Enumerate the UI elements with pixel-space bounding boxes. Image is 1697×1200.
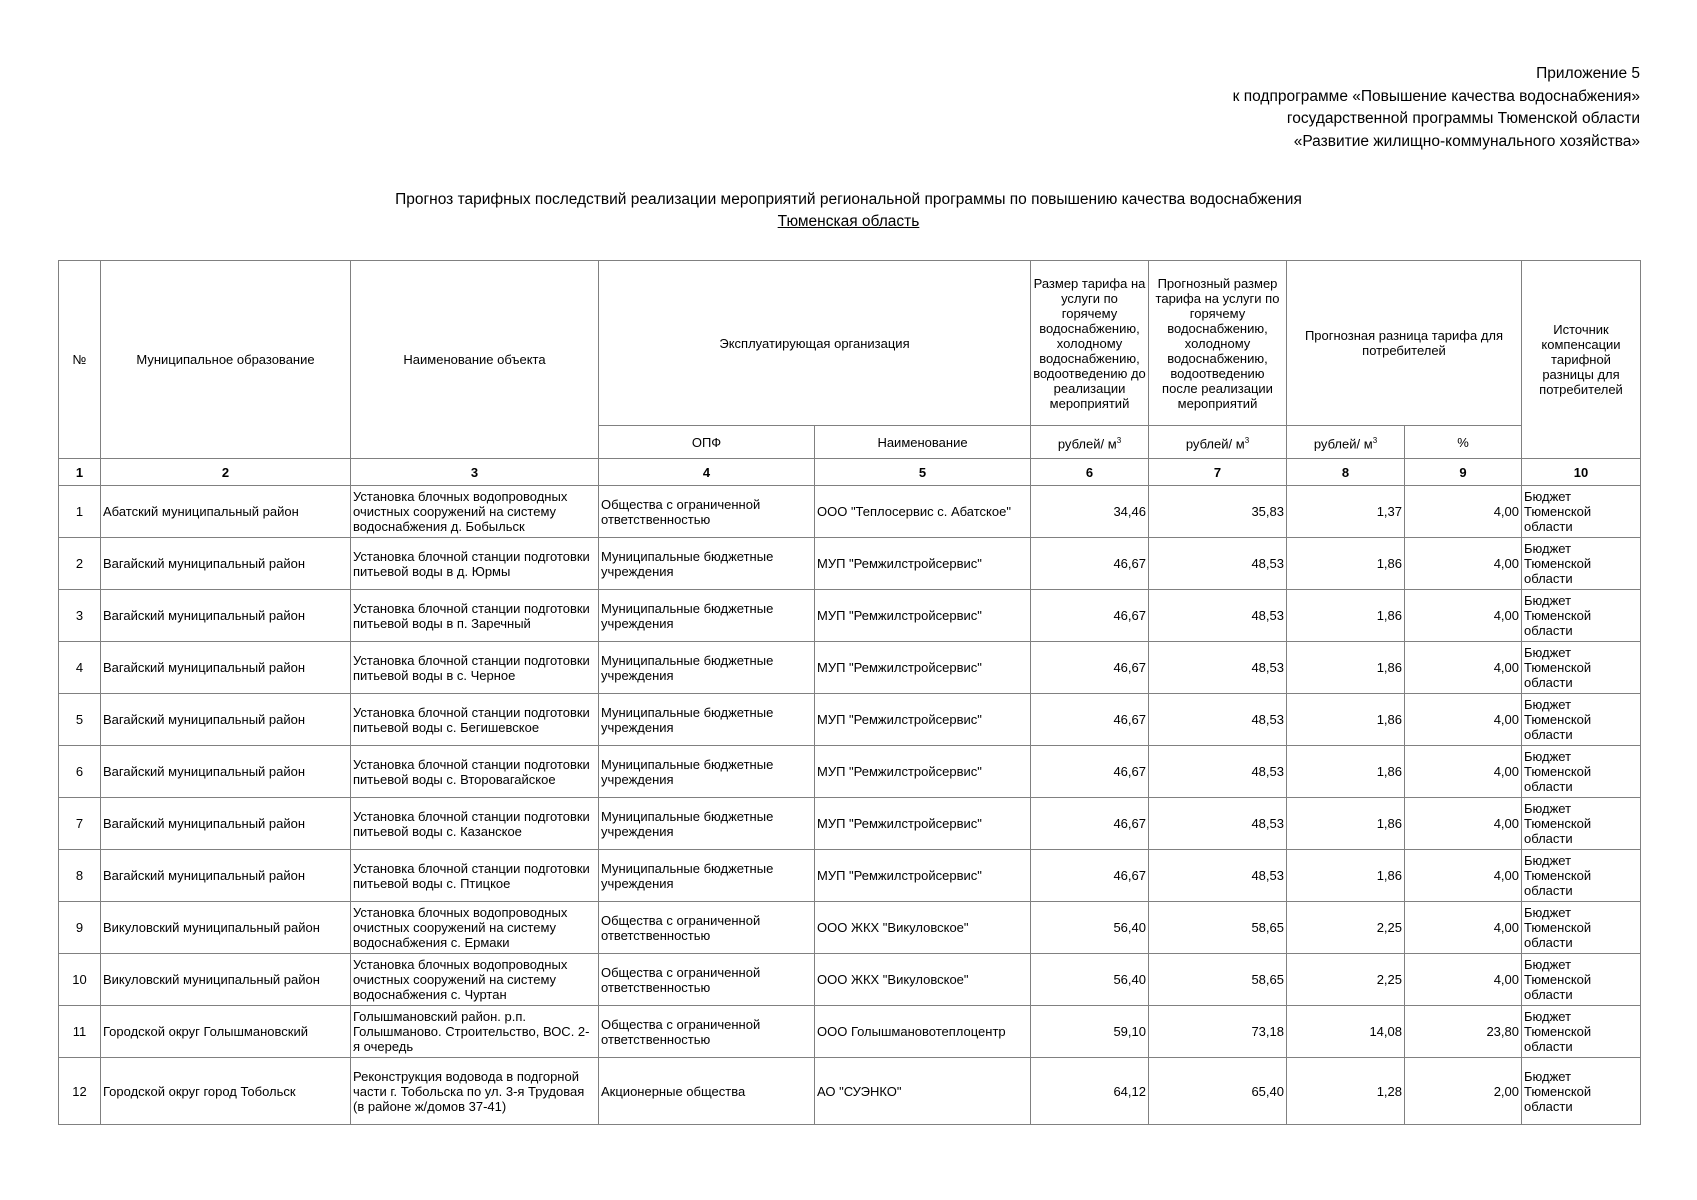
cell-municipality: Вагайский муниципальный район [101,642,351,694]
column-number: 2 [101,459,351,486]
cell-after: 58,65 [1149,954,1287,1006]
cell-source: Бюджет Тюменской области [1522,642,1641,694]
header-tariff-after: Прогнозный размер тарифа на услуги по горячему водоснабжению, холодному водоснабжению, водоотведению после реализации мероприятий [1149,261,1287,426]
document-subtitle: Тюменская область [777,213,920,230]
cell-object: Установка блочной станции подготовки питьевой воды в п. Заречный [351,590,599,642]
header-municipality: Муниципальное образование [101,261,351,459]
table-row [59,850,1641,902]
cell-before: 46,67 [1031,850,1149,902]
cell-diff-rub: 1,86 [1287,850,1405,902]
cell-municipality: Вагайский муниципальный район [101,850,351,902]
cell-diff-pct: 4,00 [1405,850,1522,902]
cell-before: 46,67 [1031,694,1149,746]
cell-num: 7 [59,798,101,850]
cell-diff-rub: 2,25 [1287,954,1405,1006]
cell-diff-rub: 14,08 [1287,1006,1405,1058]
cell-num: 1 [59,486,101,538]
header-num: № [59,261,101,459]
cell-name: МУП "Ремжилстройсервис" [815,694,1031,746]
cell-diff-rub: 1,86 [1287,538,1405,590]
cell-source: Бюджет Тюменской области [1522,1006,1641,1058]
cell-after: 48,53 [1149,538,1287,590]
document-subtitle-wrap [0,212,1697,232]
unit-label: рублей/ м [1313,436,1373,452]
cell-after: 48,53 [1149,850,1287,902]
cell-opf: Муниципальные бюджетные учреждения [599,850,815,902]
cell-after: 73,18 [1149,1006,1287,1058]
table-row [59,486,1641,538]
cell-source: Бюджет Тюменской области [1522,746,1641,798]
cell-municipality: Вагайский муниципальный район [101,538,351,590]
column-number: 3 [351,459,599,486]
cell-diff-pct: 4,00 [1405,798,1522,850]
cell-source: Бюджет Тюменской области [1522,798,1641,850]
cell-opf: Общества с ограниченной ответственностью [599,1006,815,1058]
column-number-row [59,459,1641,486]
cell-object: Установка блочной станции подготовки питьевой воды в д. Юрмы [351,538,599,590]
cell-after: 48,53 [1149,746,1287,798]
column-number: 4 [599,459,815,486]
cell-opf: Муниципальные бюджетные учреждения [599,798,815,850]
cell-opf: Муниципальные бюджетные учреждения [599,538,815,590]
cell-name: МУП "Ремжилстройсервис" [815,850,1031,902]
header-unit-after [1149,426,1287,459]
appendix-line-2: к подпрограмме «Повышение качества водоснабжения» [1232,87,1640,105]
cell-object: Установка блочной станции подготовки питьевой воды с. Казанское [351,798,599,850]
unit-sup: 3 [1372,435,1378,445]
table-row [59,694,1641,746]
cell-diff-pct: 4,00 [1405,538,1522,590]
unit-sup: 3 [1116,435,1122,445]
column-number: 9 [1405,459,1522,486]
cell-opf: Муниципальные бюджетные учреждения [599,746,815,798]
table-row [59,538,1641,590]
cell-num: 6 [59,746,101,798]
cell-after: 35,83 [1149,486,1287,538]
table-row [59,590,1641,642]
cell-opf: Общества с ограниченной ответственностью [599,954,815,1006]
cell-diff-pct: 4,00 [1405,902,1522,954]
appendix-line-1: Приложение 5 [1536,65,1640,82]
cell-name: ООО Голышмановотеплоцентр [815,1006,1031,1058]
cell-municipality: Абатский муниципальный район [101,486,351,538]
cell-object: Голышмановский район. р.п. Голышманово. Строительство, ВОС. 2-я очередь [351,1006,599,1058]
cell-before: 64,12 [1031,1058,1149,1125]
header-unit-diff [1287,426,1405,459]
unit-label: рублей/ м [1185,436,1245,452]
column-number: 8 [1287,459,1405,486]
cell-diff-rub: 1,86 [1287,590,1405,642]
cell-diff-rub: 1,86 [1287,798,1405,850]
cell-before: 46,67 [1031,590,1149,642]
cell-num: 5 [59,694,101,746]
document-title: Прогноз тарифных последствий реализации мероприятий региональной программы по повышению качества водоснабжения [395,191,1302,208]
cell-name: ООО ЖКХ "Викуловское" [815,902,1031,954]
cell-before: 56,40 [1031,954,1149,1006]
table-row [59,798,1641,850]
cell-municipality: Городской округ Голышмановский [101,1006,351,1058]
header-unit-pct: % [1405,426,1522,459]
cell-name: МУП "Ремжилстройсервис" [815,746,1031,798]
table-row [59,1058,1641,1125]
cell-municipality: Городской округ город Тобольск [101,1058,351,1125]
cell-num: 12 [59,1058,101,1125]
cell-before: 46,67 [1031,746,1149,798]
cell-name: АО "СУЭНКО" [815,1058,1031,1125]
cell-diff-pct: 4,00 [1405,694,1522,746]
cell-object: Установка блочной станции подготовки питьевой воды с. Птицкое [351,850,599,902]
cell-opf: Муниципальные бюджетные учреждения [599,694,815,746]
cell-municipality: Вагайский муниципальный район [101,798,351,850]
cell-num: 8 [59,850,101,902]
appendix-header [1233,63,1640,153]
cell-source: Бюджет Тюменской области [1522,850,1641,902]
table-row [59,902,1641,954]
cell-diff-rub: 1,86 [1287,694,1405,746]
header-difference: Прогнозная разница тарифа для потребителей [1287,261,1522,426]
column-number: 1 [59,459,101,486]
table-row [59,954,1641,1006]
cell-municipality: Викуловский муниципальный район [101,902,351,954]
cell-diff-rub: 1,37 [1287,486,1405,538]
cell-diff-pct: 4,00 [1405,590,1522,642]
cell-opf: Муниципальные бюджетные учреждения [599,590,815,642]
cell-num: 11 [59,1006,101,1058]
cell-num: 4 [59,642,101,694]
header-source: Источник компенсации тарифной разницы для потребителей [1522,261,1641,459]
cell-after: 48,53 [1149,694,1287,746]
cell-name: МУП "Ремжилстройсервис" [815,590,1031,642]
column-number: 5 [815,459,1031,486]
header-row-1 [59,261,1641,426]
cell-diff-pct: 4,00 [1405,486,1522,538]
cell-after: 48,53 [1149,798,1287,850]
cell-before: 59,10 [1031,1006,1149,1058]
cell-before: 46,67 [1031,538,1149,590]
cell-diff-pct: 4,00 [1405,746,1522,798]
cell-name: МУП "Ремжилстройсервис" [815,798,1031,850]
cell-diff-pct: 4,00 [1405,642,1522,694]
header-opf: ОПФ [599,426,815,459]
cell-name: МУП "Ремжилстройсервис" [815,538,1031,590]
unit-sup: 3 [1244,435,1250,445]
cell-municipality: Викуловский муниципальный район [101,954,351,1006]
cell-before: 46,67 [1031,642,1149,694]
table-row [59,642,1641,694]
cell-before: 56,40 [1031,902,1149,954]
cell-source: Бюджет Тюменской области [1522,694,1641,746]
cell-num: 10 [59,954,101,1006]
cell-after: 58,65 [1149,902,1287,954]
cell-object: Установка блочной станции подготовки питьевой воды с. Бегишевское [351,694,599,746]
header-operator: Эксплуатирующая организация [599,261,1031,426]
cell-opf: Акционерные общества [599,1058,815,1125]
cell-name: ООО "Теплосервис с. Абатское" [815,486,1031,538]
cell-municipality: Вагайский муниципальный район [101,694,351,746]
appendix-line-4: «Развитие жилищно-коммунального хозяйства» [1293,132,1640,150]
header-object: Наименование объекта [351,261,599,459]
cell-opf: Муниципальные бюджетные учреждения [599,642,815,694]
cell-source: Бюджет Тюменской области [1522,486,1641,538]
column-number: 10 [1522,459,1641,486]
cell-num: 9 [59,902,101,954]
cell-object: Установка блочных водопроводных очистных сооружений на систему водоснабжения с. Чуртан [351,954,599,1006]
cell-source: Бюджет Тюменской области [1522,954,1641,1006]
tariff-table [58,260,1641,1125]
cell-object: Установка блочной станции подготовки питьевой воды с. Второвагайское [351,746,599,798]
cell-after: 48,53 [1149,642,1287,694]
cell-diff-rub: 1,86 [1287,642,1405,694]
cell-diff-rub: 1,86 [1287,746,1405,798]
cell-object: Установка блочных водопроводных очистных сооружений на систему водоснабжения с. Ермаки [351,902,599,954]
appendix-line-3: государственной программы Тюменской области [1286,110,1640,127]
cell-source: Бюджет Тюменской области [1522,902,1641,954]
cell-after: 48,53 [1149,590,1287,642]
cell-diff-pct: 23,80 [1405,1006,1522,1058]
cell-object: Реконструкция водовода в подгорной части г. Тобольска по ул. 3-я Трудовая (в районе ж/домов 37-41) [351,1058,599,1125]
cell-opf: Общества с ограниченной ответственностью [599,486,815,538]
column-number: 6 [1031,459,1149,486]
cell-diff-pct: 4,00 [1405,954,1522,1006]
cell-municipality: Вагайский муниципальный район [101,590,351,642]
cell-num: 2 [59,538,101,590]
cell-diff-rub: 1,28 [1287,1058,1405,1125]
cell-opf: Общества с ограниченной ответственностью [599,902,815,954]
header-name: Наименование [815,426,1031,459]
cell-source: Бюджет Тюменской области [1522,1058,1641,1125]
cell-object: Установка блочной станции подготовки питьевой воды в с. Черное [351,642,599,694]
cell-num: 3 [59,590,101,642]
cell-source: Бюджет Тюменской области [1522,538,1641,590]
header-tariff-before: Размер тарифа на услуги по горячему водоснабжению, холодному водоснабжению, водоотведению до реализации мероприятий [1031,261,1149,426]
column-number: 7 [1149,459,1287,486]
table-row [59,1006,1641,1058]
cell-source: Бюджет Тюменской области [1522,590,1641,642]
cell-diff-rub: 2,25 [1287,902,1405,954]
cell-before: 34,46 [1031,486,1149,538]
cell-municipality: Вагайский муниципальный район [101,746,351,798]
unit-label: рублей/ м [1057,436,1117,452]
cell-object: Установка блочных водопроводных очистных сооружений на систему водоснабжения д. Бобыльск [351,486,599,538]
cell-name: МУП "Ремжилстройсервис" [815,642,1031,694]
table-row [59,746,1641,798]
cell-after: 65,40 [1149,1058,1287,1125]
cell-name: ООО ЖКХ "Викуловское" [815,954,1031,1006]
cell-diff-pct: 2,00 [1405,1058,1522,1125]
header-unit-before [1031,426,1149,459]
cell-before: 46,67 [1031,798,1149,850]
